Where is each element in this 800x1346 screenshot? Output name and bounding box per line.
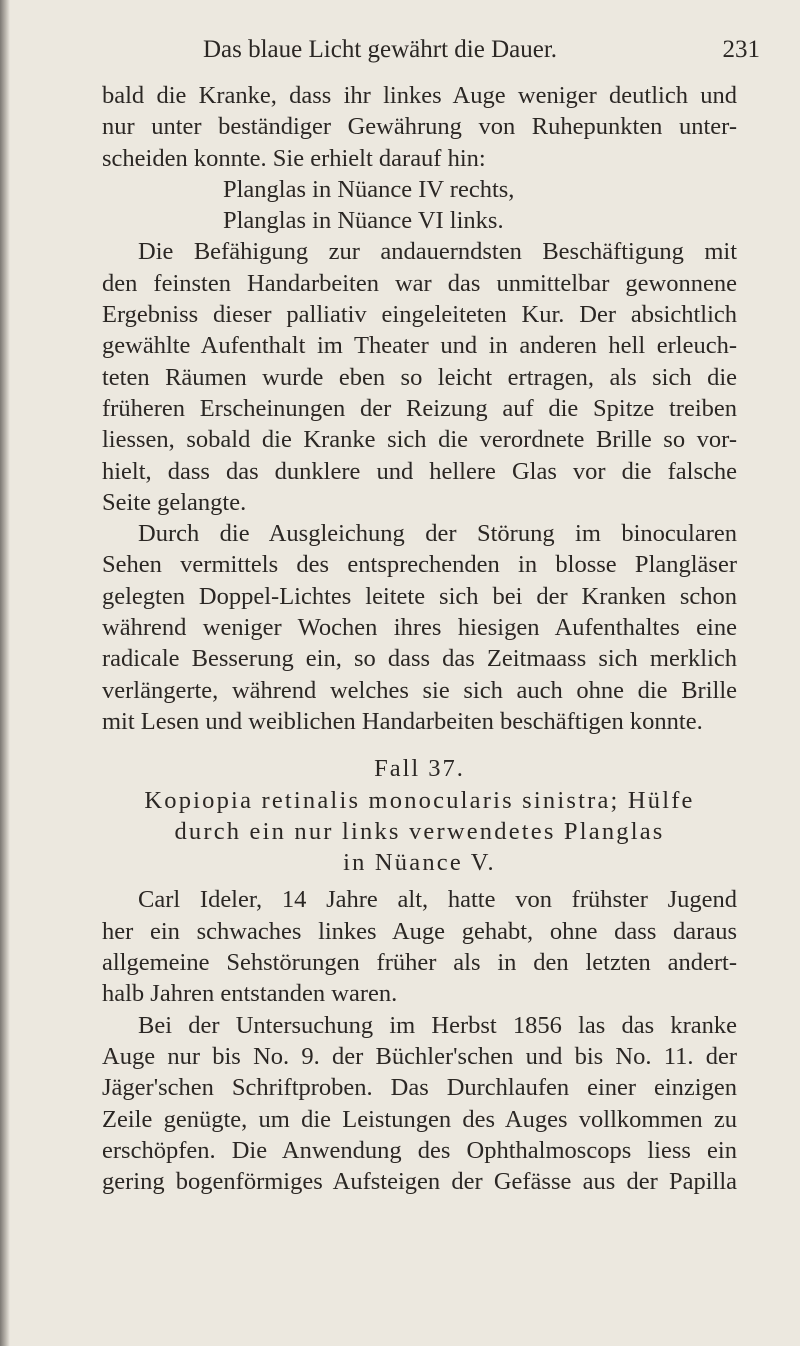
text-line: Seite gelangte. [102,488,247,516]
text-line: Jäger'schen Schriftproben. Das Durchlaufen einer einzigen [102,1074,737,1102]
text-line: den feinsten Handarbeiten war das unmittelbar gewonnene [102,269,737,297]
prescription-line: Planglas in Nüance IV rechts, [223,175,515,203]
text-line: liessen, sobald die Kranke sich die verordnete Brille so vor- [102,426,737,454]
text-line: nur unter beständiger Gewährung von Ruhepunkten unter- [102,113,737,141]
text-line: radicale Besserung ein, so dass das Zeitmaass sich merklich [102,645,737,673]
section-gap [102,737,737,753]
text-line: Zeile genügte, um die Leistungen des Auges vollkommen zu [102,1105,737,1133]
case-heading: Fall 37. [374,755,465,783]
case-title-line: durch ein nur links verwendetes Planglas [174,817,665,845]
paragraph [102,1010,737,1198]
text-line: Carl Ideler, 14 Jahre alt, hatte von frühster Jugend [138,886,737,914]
text-line: her ein schwaches linkes Auge gehabt, ohne dass daraus [102,917,737,945]
text-line: Bei der Untersuchung im Herbst 1856 las das kranke [138,1011,737,1039]
text-line: hielt, dass das dunklere und hellere Glas vor die falsche [102,457,737,485]
text-line: während weniger Wochen ihres hiesigen Aufenthaltes eine [102,614,737,642]
running-title: Das blaue Licht gewährt die Dauer. [202,36,558,63]
case-title [102,785,737,879]
page-edge-shadow [0,0,10,1346]
paragraph [102,518,737,737]
text-line: Durch die Ausgleichung der Störung im binocularen [138,520,737,548]
text-line: bald die Kranke, dass ihr linkes Auge weniger deutlich und [102,82,737,109]
text-line: gering bogenförmiges Aufsteigen der Gefässe aus der Papilla [102,1168,737,1196]
page-header [100,30,760,70]
text-line: erschöpfen. Die Anwendung des Ophthalmoscops liess ein [102,1136,737,1164]
text-line: Auge nur bis No. 9. der Büchler'schen und bis No. 11. der [102,1042,737,1070]
text-line: halb Jahren entstanden waren. [102,980,398,1008]
page-body [102,80,737,1197]
text-line: verlängerte, während welches sie sich auch ohne die Brille [102,676,737,704]
text-line: Die Befähigung zur andauerndsten Beschäftigung mit [138,238,737,266]
text-line: gelegten Doppel-Lichtes leitete sich bei der Kranken schon [102,582,737,610]
text-line: Sehen vermittels des entsprechenden in blosse Plangläser [102,551,737,579]
text-line: mit Lesen und weiblichen Handarbeiten beschäftigen konnte. [102,707,703,735]
case-title-line: Kopiopia retinalis monocularis sinistra; Hülfe [144,786,695,814]
prescription-line: Planglas in Nüance VI links. [223,207,504,235]
text-line: früheren Erscheinungen der Reizung auf die Spitze treiben [102,394,737,422]
paragraph-continued [102,80,737,174]
paragraph [102,884,737,1009]
page-number: 231 [722,36,760,63]
text-line: scheiden konnte. Sie erhielt darauf hin: [102,144,486,172]
case-title-line: in Nüance V. [343,849,496,877]
text-line: Ergebniss dieser palliativ eingeleiteten Kur. Der absichtlich [102,301,737,329]
paragraph [102,236,737,518]
text-line: teten Räumen wurde eben so leicht ertragen, als sich die [102,363,737,391]
text-line: gewählte Aufenthalt im Theater und in anderen hell erleuch- [102,332,737,360]
prescription [102,174,737,237]
text-line: allgemeine Sehstörungen früher als in den letzten andert- [102,949,737,977]
